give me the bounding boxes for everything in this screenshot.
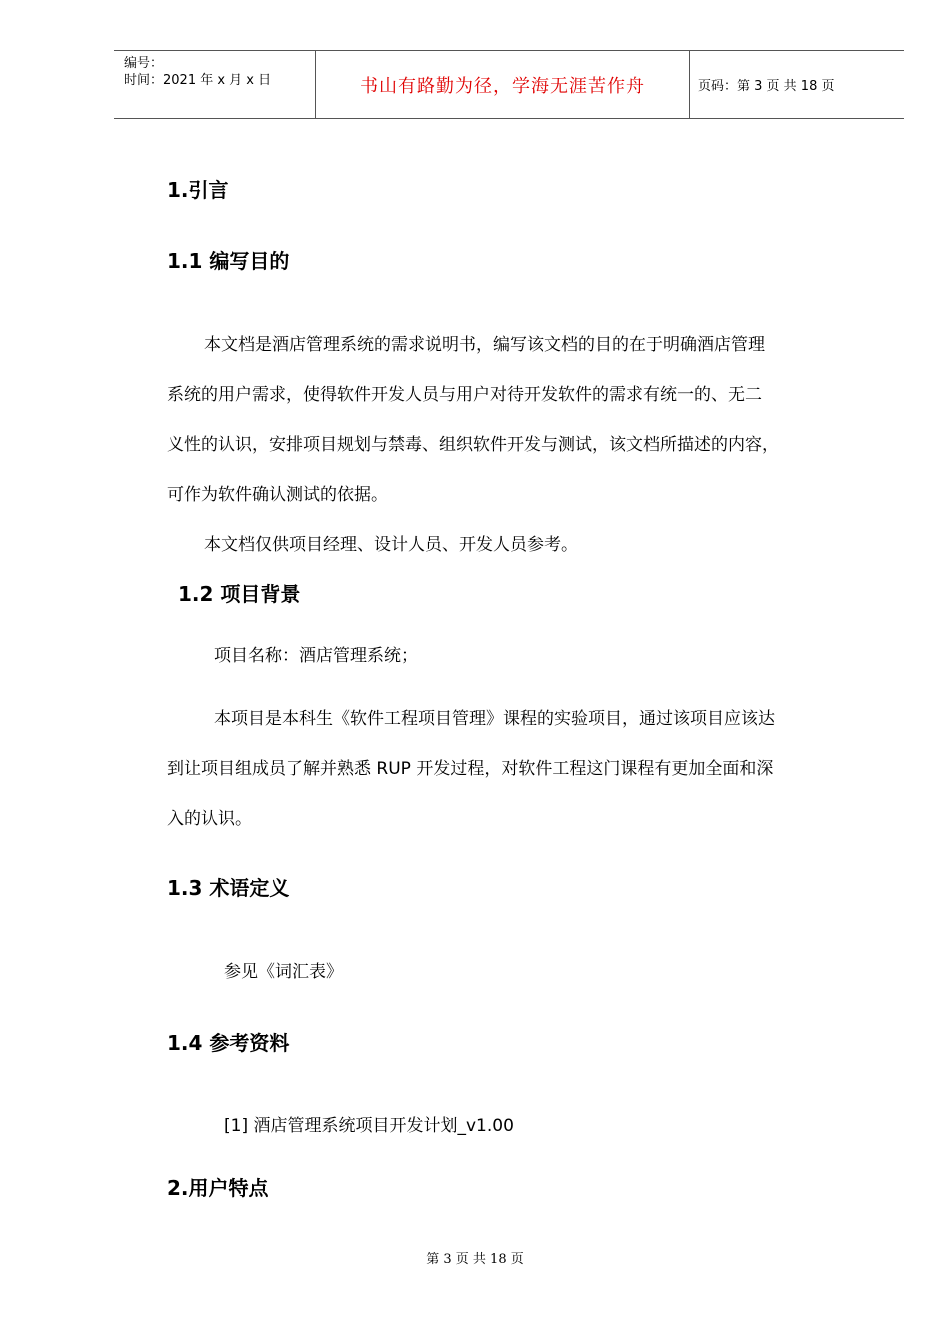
section-title-purpose: 1.1 编写目的 (167, 249, 290, 273)
document-number-label: 编号： (124, 56, 164, 71)
section-title-terms: 1.3 术语定义 (167, 876, 290, 900)
document-time-label: 时间：2021 年 x 月 x 日 (124, 73, 272, 88)
section-title-user-characteristics: 2.用户特点 (167, 1176, 269, 1200)
page-footer: 第 3 页 共 18 页 (426, 1252, 524, 1267)
page-header (114, 50, 904, 119)
terms-paragraph: 参见《词汇表》 (224, 962, 343, 982)
purpose-paragraph-line: 系统的用户需求，使得软件开发人员与用户对待开发软件的需求有统一的、无二 (167, 385, 762, 405)
reference-item: [1] 酒店管理系统项目开发计划_v1.00 (224, 1116, 514, 1136)
purpose-audience-paragraph: 本文档仅供项目经理、设计人员、开发人员参考。 (204, 535, 578, 555)
header-page-cell (690, 51, 904, 118)
header-motto-cell (315, 51, 690, 118)
header-page-label: 页码：第 3 页 共 18 页 (698, 79, 835, 94)
section-title-background: 1.2 项目背景 (178, 582, 301, 606)
section-title-introduction: 1.引言 (167, 178, 229, 202)
purpose-paragraph-line: 本文档是酒店管理系统的需求说明书，编写该文档的目的在于明确酒店管理 (204, 335, 765, 355)
project-name-line: 项目名称：酒店管理系统； (214, 646, 418, 666)
header-meta-cell (114, 51, 315, 118)
header-motto: 书山有路勤为径，学海无涯苦作舟 (360, 75, 645, 97)
background-paragraph-line: 到让项目组成员了解并熟悉 RUP 开发过程，对软件工程这门课程有更加全面和深 (167, 759, 774, 779)
background-paragraph-line: 本项目是本科生《软件工程项目管理》课程的实验项目，通过该项目应该达 (214, 709, 775, 729)
section-title-references: 1.4 参考资料 (167, 1031, 290, 1055)
background-paragraph-line: 入的认识。 (167, 809, 252, 829)
purpose-paragraph-line: 义性的认识，安排项目规划与禁毒、组织软件开发与测试，该文档所描述的内容， (167, 435, 779, 455)
purpose-paragraph-line: 可作为软件确认测试的依据。 (167, 485, 388, 505)
